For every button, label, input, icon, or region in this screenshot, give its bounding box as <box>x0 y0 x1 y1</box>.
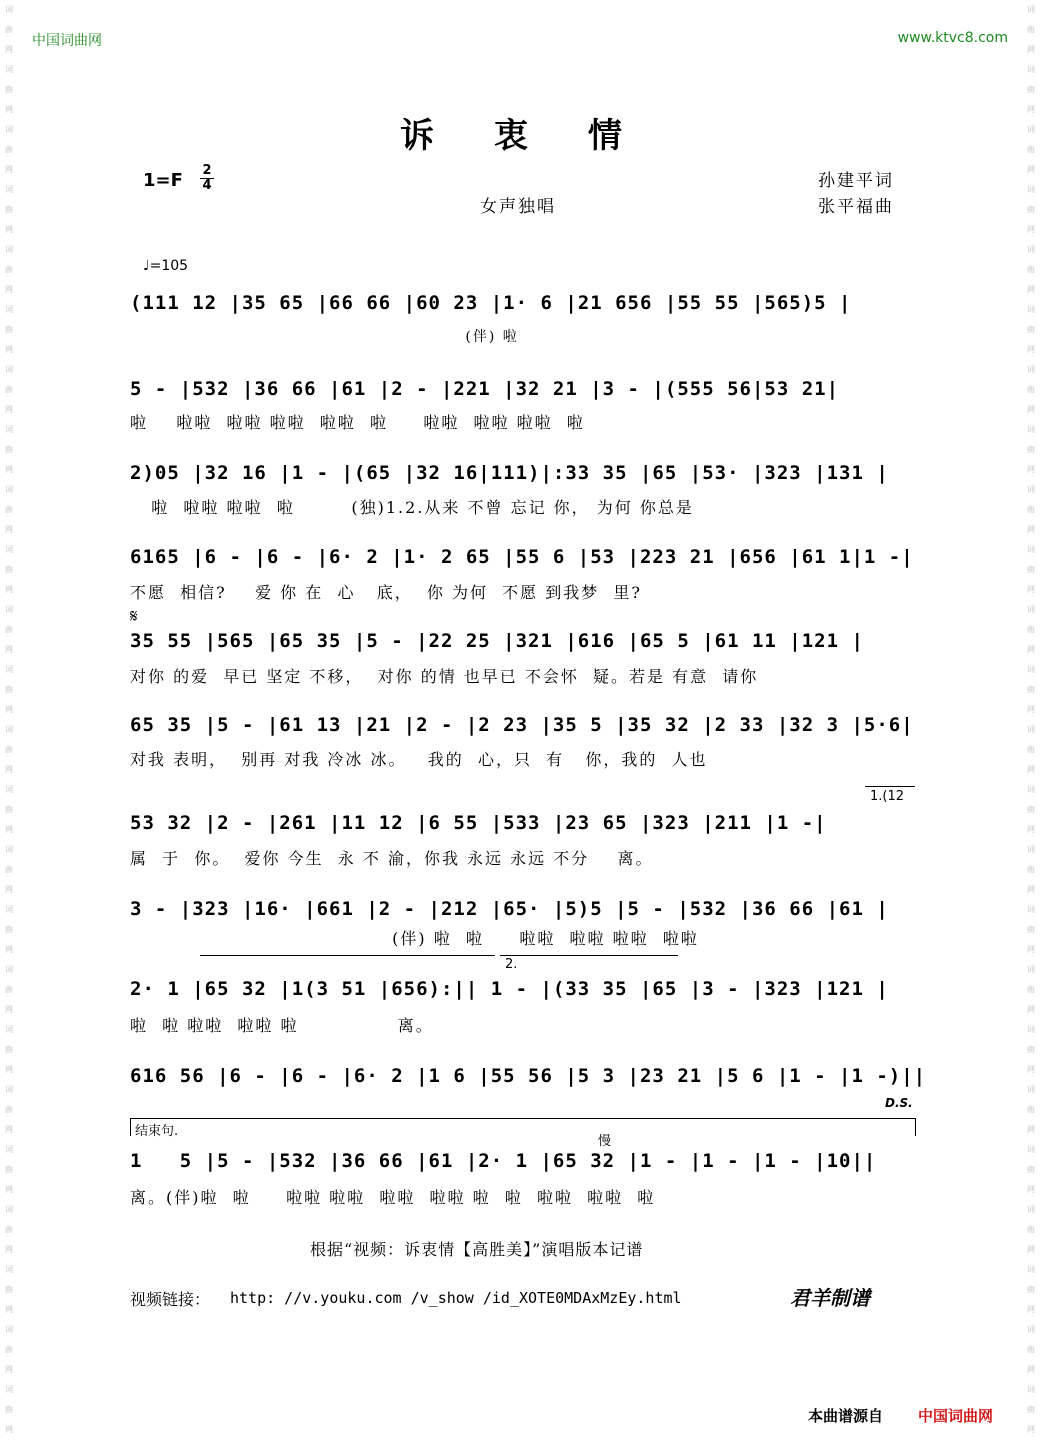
side-watermark-right: 词 曲 网 词 曲 网 词 曲 网 词 曲 网 词 曲 网 词 曲 网 词 曲 网 词 曲 网 词 曲 网 词 曲 网 词 曲 网 词 曲 网 词 曲 网 词 曲 网 词 曲 网 词 曲 网 词 曲 网 词 曲 网 词 曲 网 词 曲 网 词 曲 网 词 曲 网 词 曲 网 词 曲 网 <box>1027 5 1035 1434</box>
time-top: 2 <box>202 163 212 178</box>
notation-row-1: (111 12 |35 65 |66 66 |60 23 |1· 6 |21 656 |55 55 |565)5 | <box>130 292 852 314</box>
video-link-label: 视频链接： <box>130 1290 211 1309</box>
lyricist: 孙建平词 <box>818 171 894 191</box>
composer: 张平福曲 <box>818 197 894 217</box>
lyrics-row-1: (伴) 啦 <box>130 329 519 345</box>
notation-row-7: 53 32 |2 - |261 |11 12 |6 55 |533 |23 65 |323 |211 |1 -| <box>130 812 827 834</box>
video-link[interactable]: http: //v.youku.com /v_show /id_XOTE0MDAxMzEy.html <box>230 1289 682 1307</box>
volta-2: 2. <box>505 957 518 972</box>
volta-2-bracket <box>500 955 678 956</box>
coda-rule-left <box>130 1118 131 1136</box>
volta-1-bracket <box>865 786 915 787</box>
source-label: 本曲谱源自 <box>808 1407 884 1425</box>
side-watermark-left: 词 曲 网 词 曲 网 词 曲 网 词 曲 网 词 曲 网 词 曲 网 词 曲 网 词 曲 网 词 曲 网 词 曲 网 词 曲 网 词 曲 网 词 曲 网 词 曲 网 词 曲 网 词 曲 网 词 曲 网 词 曲 网 词 曲 网 词 曲 网 词 曲 网 词 曲 网 词 曲 网 词 曲 网 <box>5 5 13 1434</box>
notation-row-6: 65 35 |5 - |61 13 |21 |2 - |2 23 |35 5 |35 32 |2 33 |32 3 |5·6| <box>130 714 914 736</box>
watermark-right[interactable]: www.ktvc8.com <box>897 30 1008 46</box>
notation-row-4: 6165 |6 - |6 - |6· 2 |1· 2 65 |55 6 |53 |223 21 |656 |61 1|1 -| <box>130 546 914 568</box>
time-bottom: 4 <box>200 178 214 193</box>
notation-row-3: 2)05 |32 16 |1 - |(65 |32 16|111)|:33 35 |65 |53· |323 |131 | <box>130 462 889 484</box>
watermark-left[interactable]: 中国词曲网 <box>32 33 102 49</box>
lyrics-row-8: (伴) 啦 啦 啦啦 啦啦 啦啦 啦啦 <box>130 929 699 948</box>
time-signature <box>200 164 214 193</box>
lyrics-row-5: 对你 的爱 早已 坚定 不移， 对你 的情 也早已 不会怀 疑。若是 有意 请你 <box>130 667 759 686</box>
notation-row-8: 3 - |323 |16· |661 |2 - |212 |65· |5)5 |5 - |532 |36 66 |61 | <box>130 898 889 920</box>
lyrics-row-11: 离。(伴)啦 啦 啦啦 啦啦 啦啦 啦啦 啦 啦 啦啦 啦啦 啦 <box>130 1188 656 1207</box>
ds-mark: D.S. <box>885 1096 913 1110</box>
notation-row-9: 2· 1 |65 32 |1(3 51 |656):|| 1 - |(33 35 |65 |3 - |323 |121 | <box>130 978 889 1000</box>
footer-note: 根据“视频：诉衷情【高胜美】”演唱版本记谱 <box>310 1240 644 1259</box>
ending-label: 结束句. <box>135 1124 179 1139</box>
song-title: 诉衷情 <box>400 116 682 156</box>
notation-row-11: 1 5 |5 - |532 |36 66 |61 |2· 1 |65 32 |1 - |1 - |1 - |10|| <box>130 1150 877 1172</box>
coda-rule-right <box>915 1118 916 1136</box>
performance-type: 女声独唱 <box>480 197 556 217</box>
notation-row-2: 5 - |532 |36 66 |61 |2 - |221 |32 21 |3 - |(555 56|53 21| <box>130 378 840 400</box>
tempo-mark: ♩=105 <box>143 258 189 274</box>
tempo-slow: 慢 <box>598 1134 612 1149</box>
lyrics-row-2: 啦 啦啦 啦啦 啦啦 啦啦 啦 啦啦 啦啦 啦啦 啦 <box>130 413 585 432</box>
source-site-link[interactable]: 中国词曲网 <box>918 1407 994 1425</box>
lyrics-row-4: 不愿 相信? 爱 你 在 心 底， 你 为何 不愿 到我梦 里? <box>130 583 642 602</box>
coda-rule <box>130 1118 915 1119</box>
lyrics-row-7: 属 于 你。 爱你 今生 永 不 渝，你我 永远 永远 不分 离。 <box>130 849 654 868</box>
lyrics-row-3: 啦 啦啦 啦啦 啦 (独)1.2.从来 不曾 忘记 你， 为何 你总是 <box>130 498 694 517</box>
volta-1: 1.(12 <box>870 789 905 804</box>
key-signature: 1=F <box>143 170 183 191</box>
segno-sign: 𝄋 <box>130 606 138 627</box>
notation-row-10: 616 56 |6 - |6 - |6· 2 |1 6 |55 56 |5 3 |23 21 |5 6 |1 - |1 -)|| <box>130 1065 927 1087</box>
arranger-signature: 君羊制谱 <box>790 1286 870 1310</box>
lyrics-row-9: 啦 啦 啦啦 啦啦 啦 离。 <box>130 1016 434 1035</box>
notation-row-5: 35 55 |565 |65 35 |5 - |22 25 |321 |616 |65 5 |61 11 |121 | <box>130 630 864 652</box>
lyrics-row-6: 对我 表明， 别再 对我 冷冰 冰。 我的 心，只 有 你，我的 人也 <box>130 750 708 769</box>
volta-bracket-line <box>200 955 495 956</box>
